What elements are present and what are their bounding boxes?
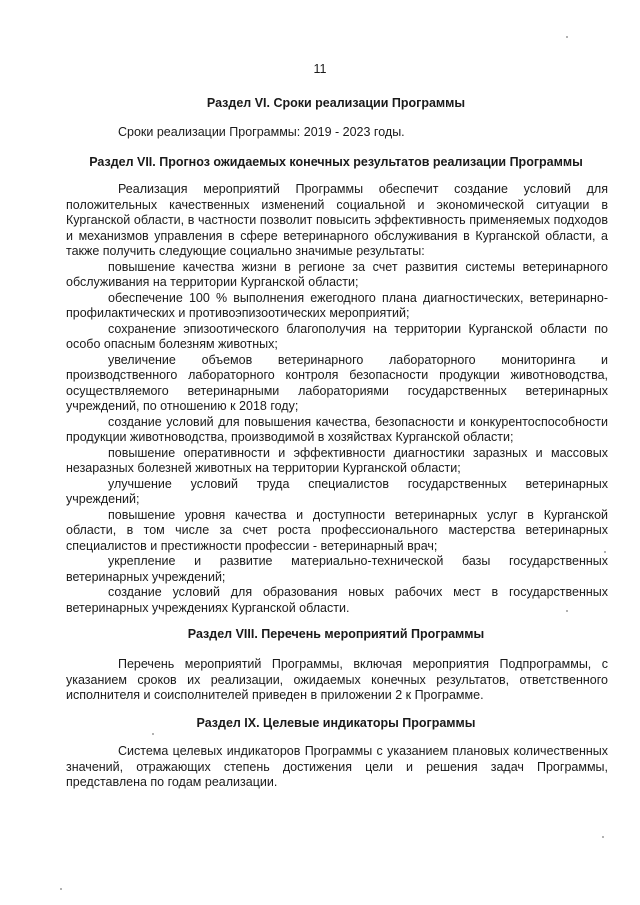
section-6-text: Сроки реализации Программы: 2019 - 2023 годы.	[118, 125, 405, 139]
scan-speck	[152, 733, 154, 735]
page-number: 11	[313, 62, 327, 76]
scan-speck	[566, 36, 568, 38]
result-item: повышение уровня качества и доступности ветеринарных услуг в Курганской области, в том числе за счет роста профессионального мастерства ветеринарных специалистов и престижности профессии - ветеринарный врач;	[66, 507, 608, 553]
scan-speck	[604, 551, 606, 553]
section-6-title: Раздел VI. Сроки реализации Программы	[206, 96, 466, 110]
section-7-intro: Реализация мероприятий Программы обеспечит создание условий для положительных качественных изменений социальной и экономической ситуации в Курганской области, в частности позволит повысить эффективность применяемых подходов и механизмов управления в сфере ветеринарного обслуживания в Курганской области, а также получить следующие социально значимые результаты:	[66, 182, 608, 258]
result-item: создание условий для повышения качества, безопасности и конкурентоспособности продукции животноводства, производимой в хозяйствах Курганской области;	[66, 414, 608, 444]
result-item: повышение качества жизни в регионе за счет развития системы ветеринарного обслуживания на территории Курганской области;	[66, 259, 608, 289]
section-7-title: Раздел VII. Прогноз ожидаемых конечных результатов реализации Программы	[89, 155, 583, 169]
section-8-title: Раздел VIII. Перечень мероприятий Программы	[187, 627, 485, 641]
result-item: сохранение эпизоотического благополучия на территории Курганской области по особо опасным болезням животных;	[66, 321, 608, 351]
section-8-body	[66, 657, 608, 704]
section-7-body	[66, 182, 608, 616]
result-item: повышение оперативности и эффективности диагностики заразных и массовых незаразных болезней животных на территории Курганской области;	[66, 445, 608, 475]
result-item: обеспечение 100 % выполнения ежегодного плана диагностических, ветеринарно-профилактических и противоэпизоотических мероприятий;	[66, 290, 608, 320]
result-item: увеличение объемов ветеринарного лабораторного мониторинга и производственного лабораторного контроля безопасности продукции животноводства, осуществляемого ветеринарными лабораториями государственных ветеринарных учреждений, по отношению к 2018 году;	[66, 352, 608, 413]
result-item: улучшение условий труда специалистов государственных ветеринарных учреждений;	[66, 476, 608, 506]
section-9-text: Система целевых индикаторов Программы с указанием плановых количественных значений, отражающих степень достижения цели и решения задач Программы, представлена по годам реализации.	[66, 744, 608, 789]
section-9-body	[66, 744, 608, 791]
scan-speck	[60, 888, 62, 890]
result-item: создание условий для образования новых рабочих мест в государственных ветеринарных учреждениях Курганской области.	[66, 585, 608, 615]
scan-speck	[566, 610, 568, 612]
scan-speck	[602, 836, 604, 838]
section-9-title: Раздел IX. Целевые индикаторы Программы	[196, 716, 476, 730]
section-8-text: Перечень мероприятий Программы, включая мероприятия Подпрограммы, с указанием сроков их реализации, ожидаемых конечных результатов, ответственного исполнителя и соисполнителей приведен в приложении 2 к Программе.	[66, 657, 608, 702]
result-item: укрепление и развитие материально-технической базы государственных ветеринарных учреждений;	[66, 554, 608, 584]
